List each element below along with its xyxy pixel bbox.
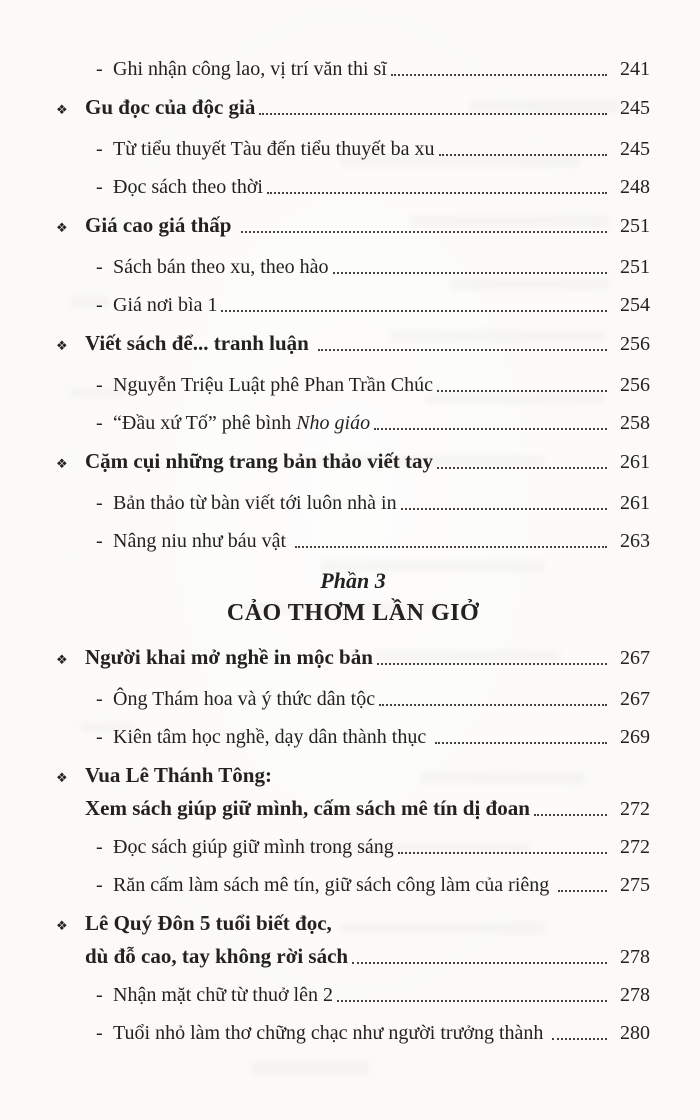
dash-bullet-icon: - bbox=[96, 412, 103, 434]
entry-title: Nhận mặt chữ từ thuở lên 2 bbox=[113, 984, 333, 1006]
entry-title: Gu đọc của độc giả bbox=[85, 95, 256, 119]
entry-title: Nguyễn Triệu Luật phê Phan Trần Chúc bbox=[113, 374, 433, 396]
toc-list-bottom bbox=[56, 644, 650, 1046]
entry-title-line bbox=[85, 644, 650, 671]
entry-body bbox=[85, 330, 650, 357]
dot-leader bbox=[295, 546, 607, 548]
dot-leader bbox=[435, 742, 607, 744]
entry-title-line bbox=[85, 94, 650, 121]
diamond-bullet-icon: ❖ bbox=[56, 771, 68, 786]
toc-entry-sub bbox=[56, 982, 650, 1008]
entry-title: Kiên tâm học nghề, dạy dân thành thục bbox=[113, 726, 432, 748]
dot-leader bbox=[241, 231, 607, 233]
page-number: 241 bbox=[620, 58, 650, 80]
toc-entry-main bbox=[56, 762, 650, 822]
page-number: 261 bbox=[620, 451, 650, 473]
entry-body bbox=[85, 910, 650, 970]
entry-title-line bbox=[113, 686, 650, 712]
entry-body bbox=[113, 686, 650, 712]
toc-entry-sub bbox=[56, 528, 650, 554]
entry-body bbox=[113, 1020, 650, 1046]
dot-leader bbox=[534, 814, 607, 816]
dot-leader bbox=[437, 390, 607, 392]
page-number: 258 bbox=[620, 412, 650, 434]
dot-leader bbox=[333, 272, 608, 274]
entry-body bbox=[85, 448, 650, 475]
entry-title: Từ tiểu thuyết Tàu đến tiểu thuyết ba xu bbox=[113, 138, 435, 160]
dash-bullet-icon: - bbox=[96, 726, 103, 748]
entry-title: Giá nơi bìa 1 bbox=[113, 294, 218, 316]
dot-leader bbox=[374, 428, 607, 430]
entry-body bbox=[113, 372, 650, 398]
entry-title-line1: Lê Quý Đôn 5 tuổi biết đọc, bbox=[85, 911, 332, 935]
entry-title: Xem sách giúp giữ mình, cấm sách mê tín dị đoan bbox=[85, 796, 530, 820]
toc-entry-sub bbox=[56, 872, 650, 898]
entry-title-line bbox=[85, 448, 650, 475]
toc-entry-main bbox=[56, 330, 650, 360]
entry-body bbox=[113, 136, 650, 162]
dash-bullet-icon: - bbox=[96, 138, 103, 160]
entry-body bbox=[113, 292, 650, 318]
entry-body bbox=[113, 724, 650, 750]
toc-entry-sub bbox=[56, 1020, 650, 1046]
dot-leader bbox=[267, 192, 607, 194]
entry-body bbox=[113, 410, 650, 436]
diamond-bullet-icon: ❖ bbox=[56, 919, 68, 934]
dot-leader bbox=[337, 1000, 607, 1002]
page-number: 267 bbox=[620, 688, 650, 710]
toc-entry-sub bbox=[56, 174, 650, 200]
diamond-bullet-icon: ❖ bbox=[56, 221, 68, 236]
entry-title-line1: Vua Lê Thánh Tông: bbox=[85, 763, 272, 787]
entry-title-line bbox=[113, 834, 650, 860]
entry-body bbox=[85, 94, 650, 121]
dash-bullet-icon: - bbox=[96, 256, 103, 278]
entry-title: dù đỗ cao, tay không rời sách bbox=[85, 944, 349, 968]
dot-leader bbox=[401, 508, 607, 510]
entry-title: Răn cấm làm sách mê tín, giữ sách công làm của riêng bbox=[113, 874, 555, 896]
dot-leader bbox=[558, 890, 607, 892]
entry-body bbox=[85, 212, 650, 239]
diamond-bullet-icon: ❖ bbox=[56, 103, 68, 118]
entry-title-line bbox=[85, 943, 650, 970]
entry-title-line bbox=[113, 254, 650, 280]
entry-title-line bbox=[113, 1020, 650, 1046]
page-number: 251 bbox=[620, 256, 650, 278]
entry-title: Ghi nhận công lao, vị trí văn thi sĩ bbox=[113, 58, 387, 80]
entry-body bbox=[85, 762, 650, 822]
dash-bullet-icon: - bbox=[96, 836, 103, 858]
diamond-bullet-icon: ❖ bbox=[56, 457, 68, 472]
dash-bullet-icon: - bbox=[96, 374, 103, 396]
entry-title-line bbox=[113, 136, 650, 162]
entry-body bbox=[113, 528, 650, 554]
entry-title-line bbox=[113, 490, 650, 516]
dash-bullet-icon: - bbox=[96, 984, 103, 1006]
page-number: 256 bbox=[620, 374, 650, 396]
toc-entry-sub bbox=[56, 136, 650, 162]
toc-entry-main bbox=[56, 644, 650, 674]
entry-body bbox=[113, 254, 650, 280]
toc-entry-sub bbox=[56, 490, 650, 516]
entry-title-italic: Nho giáo bbox=[296, 412, 371, 434]
dot-leader bbox=[391, 74, 607, 76]
entry-title-line bbox=[113, 528, 650, 554]
entry-title-line bbox=[113, 724, 650, 750]
entry-title-line bbox=[113, 56, 650, 82]
page-number: 256 bbox=[620, 333, 650, 355]
entry-title: Giá cao giá thấp bbox=[85, 213, 237, 237]
entry-body bbox=[113, 56, 650, 82]
part-title: CẢO THƠM LẦN GIỞ bbox=[226, 600, 480, 626]
page-number: 245 bbox=[620, 97, 650, 119]
page-number: 245 bbox=[620, 138, 650, 160]
dash-bullet-icon: - bbox=[96, 176, 103, 198]
page-number: 261 bbox=[620, 492, 650, 514]
page-number: 278 bbox=[620, 984, 650, 1006]
entry-title-line bbox=[113, 410, 650, 436]
part-number: Phần 3 bbox=[320, 568, 386, 593]
entry-body bbox=[113, 490, 650, 516]
entry-body bbox=[113, 872, 650, 898]
toc-list-top bbox=[56, 56, 650, 554]
toc-entry-main bbox=[56, 94, 650, 124]
toc-entry-main bbox=[56, 910, 650, 970]
page-number: 267 bbox=[620, 647, 650, 669]
entry-title: Cặm cụi những trang bản thảo viết tay bbox=[85, 449, 434, 473]
dash-bullet-icon: - bbox=[96, 530, 103, 552]
dot-leader bbox=[552, 1038, 607, 1040]
dash-bullet-icon: - bbox=[96, 294, 103, 316]
page-number: 269 bbox=[620, 726, 650, 748]
entry-title: Đọc sách giúp giữ mình trong sáng bbox=[113, 836, 394, 858]
entry-title: Nâng niu như báu vật bbox=[113, 530, 292, 552]
page-number: 278 bbox=[620, 946, 650, 968]
page-number: 254 bbox=[620, 294, 650, 316]
diamond-bullet-icon: ❖ bbox=[56, 339, 68, 354]
entry-title: Viết sách để... tranh luận bbox=[85, 331, 315, 355]
page-number: 272 bbox=[620, 836, 650, 858]
dot-leader bbox=[318, 349, 607, 351]
toc-entry-sub bbox=[56, 56, 650, 82]
entry-title-line bbox=[85, 795, 650, 822]
toc-entry-sub bbox=[56, 254, 650, 280]
toc-entry-sub bbox=[56, 292, 650, 318]
toc-entry-sub bbox=[56, 372, 650, 398]
entry-title: Bản thảo từ bàn viết tới luôn nhà in bbox=[113, 492, 397, 514]
toc-entry-sub bbox=[56, 410, 650, 436]
dash-bullet-icon: - bbox=[96, 874, 103, 896]
entry-title: Người khai mở nghề in mộc bản bbox=[85, 645, 373, 669]
page-number: 280 bbox=[620, 1022, 650, 1044]
toc-entry-sub bbox=[56, 834, 650, 860]
dash-bullet-icon: - bbox=[96, 688, 103, 710]
entry-title-line bbox=[113, 872, 650, 898]
entry-title-line bbox=[113, 982, 650, 1008]
dot-leader bbox=[398, 852, 607, 854]
dash-bullet-icon: - bbox=[96, 492, 103, 514]
toc-entry-main bbox=[56, 212, 650, 242]
entry-title-line bbox=[113, 174, 650, 200]
toc-entry-sub bbox=[56, 724, 650, 750]
page-number: 248 bbox=[620, 176, 650, 198]
part-header bbox=[56, 566, 650, 630]
entry-title-line bbox=[85, 212, 650, 239]
page-number: 251 bbox=[620, 215, 650, 237]
entry-title: Sách bán theo xu, theo hào bbox=[113, 256, 329, 278]
dot-leader bbox=[439, 154, 607, 156]
diamond-bullet-icon: ❖ bbox=[56, 653, 68, 668]
entry-title-line bbox=[113, 292, 650, 318]
dot-leader bbox=[352, 962, 607, 964]
dot-leader bbox=[379, 704, 607, 706]
entry-title: Ông Thám hoa và ý thức dân tộc bbox=[113, 688, 376, 710]
page-number: 263 bbox=[620, 530, 650, 552]
page-number: 272 bbox=[620, 798, 650, 820]
entry-title-line bbox=[113, 372, 650, 398]
entry-body bbox=[113, 174, 650, 200]
toc-entry-sub bbox=[56, 686, 650, 712]
entry-title: “Đầu xứ Tố” phê bình bbox=[113, 412, 297, 434]
entry-body bbox=[85, 644, 650, 671]
dash-bullet-icon: - bbox=[96, 58, 103, 80]
dash-bullet-icon: - bbox=[96, 1022, 103, 1044]
entry-body bbox=[113, 982, 650, 1008]
dot-leader bbox=[221, 310, 607, 312]
dot-leader bbox=[437, 467, 607, 469]
entry-title: Tuổi nhỏ làm thơ chững chạc như người trưởng thành bbox=[113, 1022, 549, 1044]
entry-title-line bbox=[85, 330, 650, 357]
dot-leader bbox=[259, 113, 607, 115]
page-number: 275 bbox=[620, 874, 650, 896]
toc-content bbox=[56, 56, 650, 1046]
bleed-through-artifact bbox=[250, 1062, 370, 1074]
entry-title: Đọc sách theo thời bbox=[113, 176, 263, 198]
dot-leader bbox=[377, 663, 607, 665]
entry-body bbox=[113, 834, 650, 860]
toc-entry-main bbox=[56, 448, 650, 478]
